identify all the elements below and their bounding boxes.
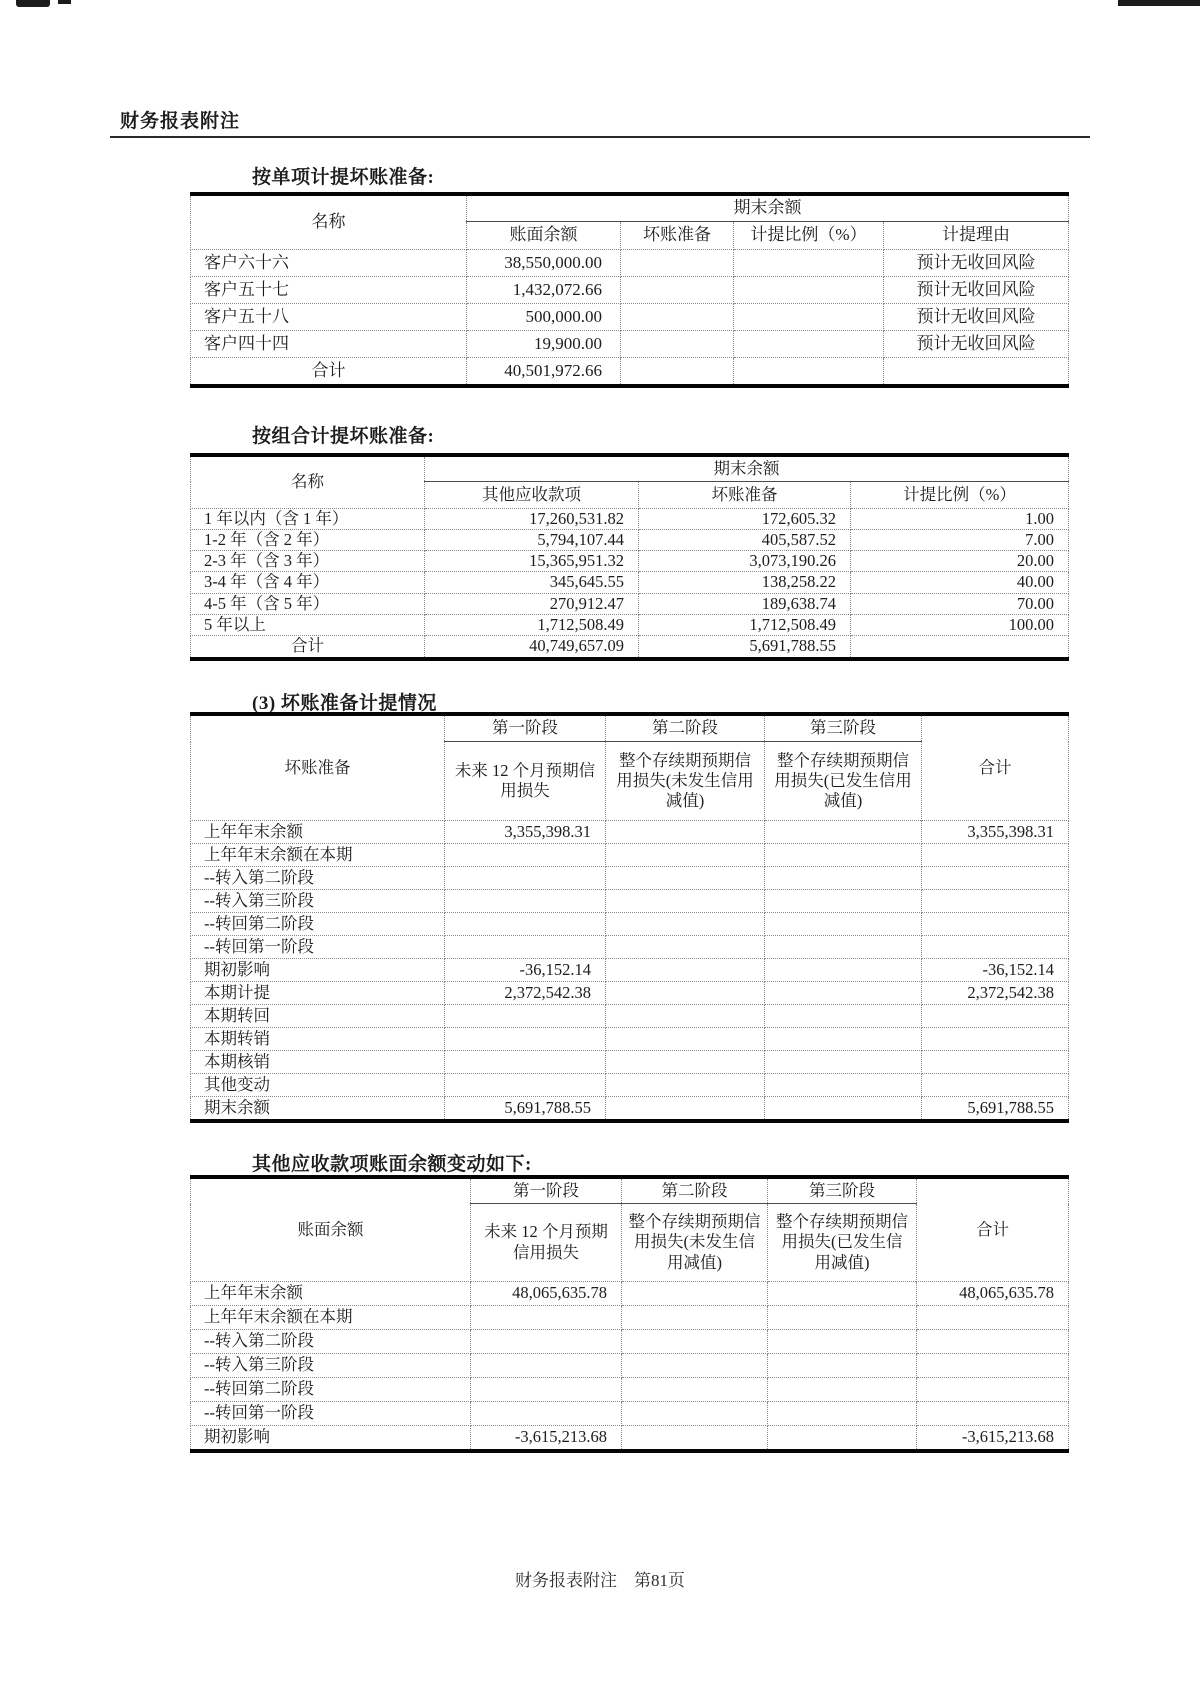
cell-stage3 — [768, 1426, 917, 1452]
cell-stage1 — [471, 1354, 622, 1378]
cell-provision: 189,638.74 — [639, 593, 851, 614]
cell-label: 期初影响 — [191, 959, 445, 982]
cell-provision: 3,073,190.26 — [639, 551, 851, 572]
cell-stage2 — [606, 1051, 765, 1074]
cell-label: 期初影响 — [191, 1426, 471, 1452]
table-row — [191, 1282, 1069, 1306]
cell-name: 客户五十八 — [191, 304, 467, 331]
cell-balance: 1,432,072.66 — [467, 277, 621, 304]
cell-total: 2,372,542.38 — [922, 982, 1069, 1005]
cell-stage2 — [606, 913, 765, 936]
cell-total-label: 合计 — [191, 635, 425, 659]
cell-total: 3,355,398.31 — [922, 821, 1069, 844]
cell-label: --转回第二阶段 — [191, 913, 445, 936]
cell-label: 上年年末余额在本期 — [191, 1306, 471, 1330]
table-row — [191, 1330, 1069, 1354]
cell-stage1 — [471, 1306, 622, 1330]
cell-provision — [621, 331, 734, 358]
cell-total: 48,065,635.78 — [917, 1282, 1069, 1306]
cell-stage2 — [606, 1074, 765, 1097]
cell-balance: 19,900.00 — [467, 331, 621, 358]
column-header-total: 合计 — [917, 1177, 1069, 1282]
cell-stage1: 3,355,398.31 — [445, 821, 606, 844]
column-header-provision-reason: 计提理由 — [884, 222, 1069, 250]
cell-total — [922, 844, 1069, 867]
column-header-stage2: 第二阶段 — [622, 1177, 768, 1204]
cell-stage2 — [606, 821, 765, 844]
cell-amount: 15,365,951.32 — [425, 551, 639, 572]
page-header-title: 财务报表附注 — [120, 111, 241, 132]
cell-label: 本期计提 — [191, 982, 445, 1005]
cell-ratio — [851, 635, 1069, 659]
column-header-stage2: 第二阶段 — [606, 714, 765, 742]
cell-reason: 预计无收回风险 — [884, 277, 1069, 304]
cell-name: 客户五十七 — [191, 277, 467, 304]
cell-stage3 — [765, 867, 922, 890]
cell-total — [917, 1402, 1069, 1426]
table-row — [191, 572, 1069, 593]
cell-total — [922, 936, 1069, 959]
cell-total — [922, 890, 1069, 913]
cell-ratio — [734, 277, 884, 304]
cell-stage3 — [765, 1051, 922, 1074]
cell-label: 上年年末余额在本期 — [191, 844, 445, 867]
column-header-book-balance: 账面余额 — [191, 1177, 471, 1282]
cell-stage3 — [765, 890, 922, 913]
book-balance-changes-table — [190, 1175, 1069, 1453]
cell-stage1 — [471, 1402, 622, 1426]
cell-stage1 — [471, 1330, 622, 1354]
table-row — [191, 593, 1069, 614]
cell-amount: 17,260,531.82 — [425, 509, 639, 530]
cell-total — [922, 867, 1069, 890]
cell-provision — [621, 304, 734, 331]
cell-name: 5 年以上 — [191, 614, 425, 635]
cell-balance: 38,550,000.00 — [467, 250, 621, 277]
table-row — [191, 1005, 1069, 1028]
column-header-book-balance: 账面余额 — [467, 222, 621, 250]
cell-reason: 预计无收回风险 — [884, 304, 1069, 331]
cell-provision: 405,587.52 — [639, 530, 851, 551]
cell-stage3 — [765, 821, 922, 844]
cell-stage1 — [471, 1378, 622, 1402]
header-rule — [110, 136, 1090, 138]
cell-label: --转入第三阶段 — [191, 1354, 471, 1378]
cell-stage3 — [768, 1354, 917, 1378]
page-footer: 财务报表附注 第81页 — [515, 1571, 685, 1590]
cell-ratio: 70.00 — [851, 593, 1069, 614]
table-row — [191, 614, 1069, 635]
table-total-row — [191, 358, 1069, 387]
cell-stage1 — [445, 867, 606, 890]
cell-stage1: 5,691,788.55 — [445, 1097, 606, 1122]
cell-stage1: 2,372,542.38 — [445, 982, 606, 1005]
table-row — [191, 250, 1069, 277]
table-row — [191, 959, 1069, 982]
cell-stage1: 48,065,635.78 — [471, 1282, 622, 1306]
provision-stages-table — [190, 712, 1069, 1123]
table-row — [191, 867, 1069, 890]
cell-stage1 — [445, 890, 606, 913]
scan-artifact — [1118, 0, 1200, 6]
cell-stage2 — [606, 867, 765, 890]
column-header-bad-debt-provision: 坏账准备 — [621, 222, 734, 250]
cell-label: --转入第二阶段 — [191, 867, 445, 890]
cell-ratio: 40.00 — [851, 572, 1069, 593]
table-row — [191, 1426, 1069, 1452]
table-row — [191, 1402, 1069, 1426]
cell-stage3 — [765, 913, 922, 936]
cell-amount: 345,645.55 — [425, 572, 639, 593]
cell-stage2 — [606, 959, 765, 982]
table-row — [191, 1354, 1069, 1378]
cell-label: 本期转销 — [191, 1028, 445, 1051]
cell-provision: 138,258.22 — [639, 572, 851, 593]
cell-name: 3-4 年（含 4 年） — [191, 572, 425, 593]
section4-title: 其他应收款项账面余额变动如下: — [252, 1154, 532, 1175]
table-row — [191, 936, 1069, 959]
cell-total-label: 合计 — [191, 358, 467, 387]
column-header-bad-debt-provision: 坏账准备 — [639, 482, 851, 509]
table-row — [191, 821, 1069, 844]
cell-stage3 — [765, 1097, 922, 1122]
column-header-stage3: 第三阶段 — [768, 1177, 917, 1204]
column-header-name: 名称 — [191, 455, 425, 509]
cell-stage1 — [445, 844, 606, 867]
table-row — [191, 304, 1069, 331]
cell-total — [917, 1378, 1069, 1402]
cell-total — [922, 913, 1069, 936]
table-row — [191, 1097, 1069, 1122]
cell-stage3 — [765, 1074, 922, 1097]
stage2-description: 整个存续期预期信用损失(未发生信用减值) — [606, 742, 765, 821]
column-header-provision-ratio: 计提比例（%） — [734, 222, 884, 250]
cell-stage3 — [768, 1330, 917, 1354]
cell-amount: 40,749,657.09 — [425, 635, 639, 659]
cell-stage3 — [768, 1306, 917, 1330]
stage1-description: 未来 12 个月预期信用损失 — [471, 1204, 622, 1282]
cell-name: 客户六十六 — [191, 250, 467, 277]
cell-stage2 — [606, 982, 765, 1005]
cell-stage2 — [622, 1402, 768, 1426]
cell-stage3 — [765, 1028, 922, 1051]
cell-stage1 — [445, 1028, 606, 1051]
cell-stage2 — [606, 890, 765, 913]
cell-stage1 — [445, 913, 606, 936]
column-header-other-receivables: 其他应收款项 — [425, 482, 639, 509]
cell-amount: 5,794,107.44 — [425, 530, 639, 551]
cell-label: --转入第三阶段 — [191, 890, 445, 913]
cell-ratio — [734, 250, 884, 277]
cell-label: 期末余额 — [191, 1097, 445, 1122]
cell-name: 客户四十四 — [191, 331, 467, 358]
cell-stage2 — [622, 1306, 768, 1330]
cell-label: 本期核销 — [191, 1051, 445, 1074]
table-row — [191, 890, 1069, 913]
table-row — [191, 509, 1069, 530]
cell-stage2 — [606, 1097, 765, 1122]
stage1-description: 未来 12 个月预期信用损失 — [445, 742, 606, 821]
cell-provision: 5,691,788.55 — [639, 635, 851, 659]
cell-ratio — [734, 331, 884, 358]
stage3-description: 整个存续期预期信用损失(已发生信用减值) — [765, 742, 922, 821]
cell-label: 上年年末余额 — [191, 821, 445, 844]
cell-stage1 — [445, 1051, 606, 1074]
table-row — [191, 982, 1069, 1005]
cell-ratio — [734, 358, 884, 387]
cell-total: 5,691,788.55 — [922, 1097, 1069, 1122]
cell-stage1 — [445, 1005, 606, 1028]
table-row — [191, 277, 1069, 304]
scan-artifact — [16, 0, 50, 7]
table-header-row — [191, 714, 1069, 742]
cell-stage2 — [622, 1282, 768, 1306]
cell-stage2 — [622, 1330, 768, 1354]
cell-stage1 — [445, 1074, 606, 1097]
cell-stage2 — [622, 1426, 768, 1452]
cell-label: --转回第一阶段 — [191, 936, 445, 959]
table-row — [191, 1306, 1069, 1330]
cell-stage3 — [768, 1282, 917, 1306]
cell-reason — [884, 358, 1069, 387]
cell-total — [917, 1354, 1069, 1378]
section2-title: 按组合计提坏账准备: — [252, 426, 435, 447]
cell-stage2 — [606, 1028, 765, 1051]
cell-total — [917, 1330, 1069, 1354]
section1-title: 按单项计提坏账准备: — [252, 167, 435, 188]
cell-label: 上年年末余额 — [191, 1282, 471, 1306]
cell-stage3 — [765, 1005, 922, 1028]
table-row — [191, 844, 1069, 867]
cell-stage2 — [606, 844, 765, 867]
table-row — [191, 530, 1069, 551]
cell-ratio: 7.00 — [851, 530, 1069, 551]
cell-stage3 — [765, 936, 922, 959]
table-header-row — [191, 194, 1069, 222]
column-header-stage1: 第一阶段 — [471, 1177, 622, 1204]
cell-label: 本期转回 — [191, 1005, 445, 1028]
cell-total — [922, 1074, 1069, 1097]
cell-ratio — [734, 304, 884, 331]
cell-label: --转入第二阶段 — [191, 1330, 471, 1354]
cell-amount: 270,912.47 — [425, 593, 639, 614]
cell-provision — [621, 250, 734, 277]
cell-ratio: 1.00 — [851, 509, 1069, 530]
cell-total — [922, 1005, 1069, 1028]
table-row — [191, 1028, 1069, 1051]
cell-stage2 — [606, 936, 765, 959]
cell-stage2 — [622, 1354, 768, 1378]
cell-label: --转回第一阶段 — [191, 1402, 471, 1426]
cell-total: -3,615,213.68 — [917, 1426, 1069, 1452]
stage3-description: 整个存续期预期信用损失(已发生信用减值) — [768, 1204, 917, 1282]
cell-name: 2-3 年（含 3 年） — [191, 551, 425, 572]
table-row — [191, 1074, 1069, 1097]
cell-stage3 — [765, 959, 922, 982]
cell-provision: 1,712,508.49 — [639, 614, 851, 635]
cell-balance: 40,501,972.66 — [467, 358, 621, 387]
table-header-row — [191, 455, 1069, 482]
cell-provision: 172,605.32 — [639, 509, 851, 530]
column-header-stage1: 第一阶段 — [445, 714, 606, 742]
cell-label: --转回第二阶段 — [191, 1378, 471, 1402]
table-row — [191, 1051, 1069, 1074]
section3-title: (3) 坏账准备计提情况 — [252, 693, 437, 714]
cell-reason: 预计无收回风险 — [884, 250, 1069, 277]
cell-amount: 1,712,508.49 — [425, 614, 639, 635]
cell-stage3 — [765, 982, 922, 1005]
cell-ratio: 20.00 — [851, 551, 1069, 572]
cell-stage3 — [765, 844, 922, 867]
group-provision-table — [190, 453, 1069, 661]
column-header-provision-ratio: 计提比例（%） — [851, 482, 1069, 509]
cell-balance: 500,000.00 — [467, 304, 621, 331]
cell-stage3 — [768, 1378, 917, 1402]
cell-label: 其他变动 — [191, 1074, 445, 1097]
cell-total — [917, 1306, 1069, 1330]
group-header-ending-balance: 期末余额 — [425, 455, 1069, 482]
table-row — [191, 913, 1069, 936]
cell-stage1: -3,615,213.68 — [471, 1426, 622, 1452]
cell-total — [922, 1051, 1069, 1074]
individual-provision-table — [190, 192, 1069, 388]
table-row — [191, 331, 1069, 358]
cell-ratio: 100.00 — [851, 614, 1069, 635]
scan-artifact — [58, 0, 71, 4]
cell-stage3 — [768, 1402, 917, 1426]
table-row — [191, 1378, 1069, 1402]
group-header-ending-balance: 期末余额 — [467, 194, 1069, 222]
cell-stage1: -36,152.14 — [445, 959, 606, 982]
stage2-description: 整个存续期预期信用损失(未发生信用减值) — [622, 1204, 768, 1282]
table-row — [191, 551, 1069, 572]
cell-stage2 — [606, 1005, 765, 1028]
cell-name: 4-5 年（含 5 年） — [191, 593, 425, 614]
table-header-row — [191, 1177, 1069, 1204]
cell-reason: 预计无收回风险 — [884, 331, 1069, 358]
column-header-bad-debt-provision: 坏账准备 — [191, 714, 445, 821]
cell-provision — [621, 277, 734, 304]
cell-name: 1 年以内（含 1 年） — [191, 509, 425, 530]
column-header-stage3: 第三阶段 — [765, 714, 922, 742]
cell-stage2 — [622, 1378, 768, 1402]
table-total-row — [191, 635, 1069, 659]
column-header-name: 名称 — [191, 194, 467, 250]
cell-name: 1-2 年（含 2 年） — [191, 530, 425, 551]
cell-total — [922, 1028, 1069, 1051]
cell-provision — [621, 358, 734, 387]
cell-total: -36,152.14 — [922, 959, 1069, 982]
cell-stage1 — [445, 936, 606, 959]
column-header-total: 合计 — [922, 714, 1069, 821]
